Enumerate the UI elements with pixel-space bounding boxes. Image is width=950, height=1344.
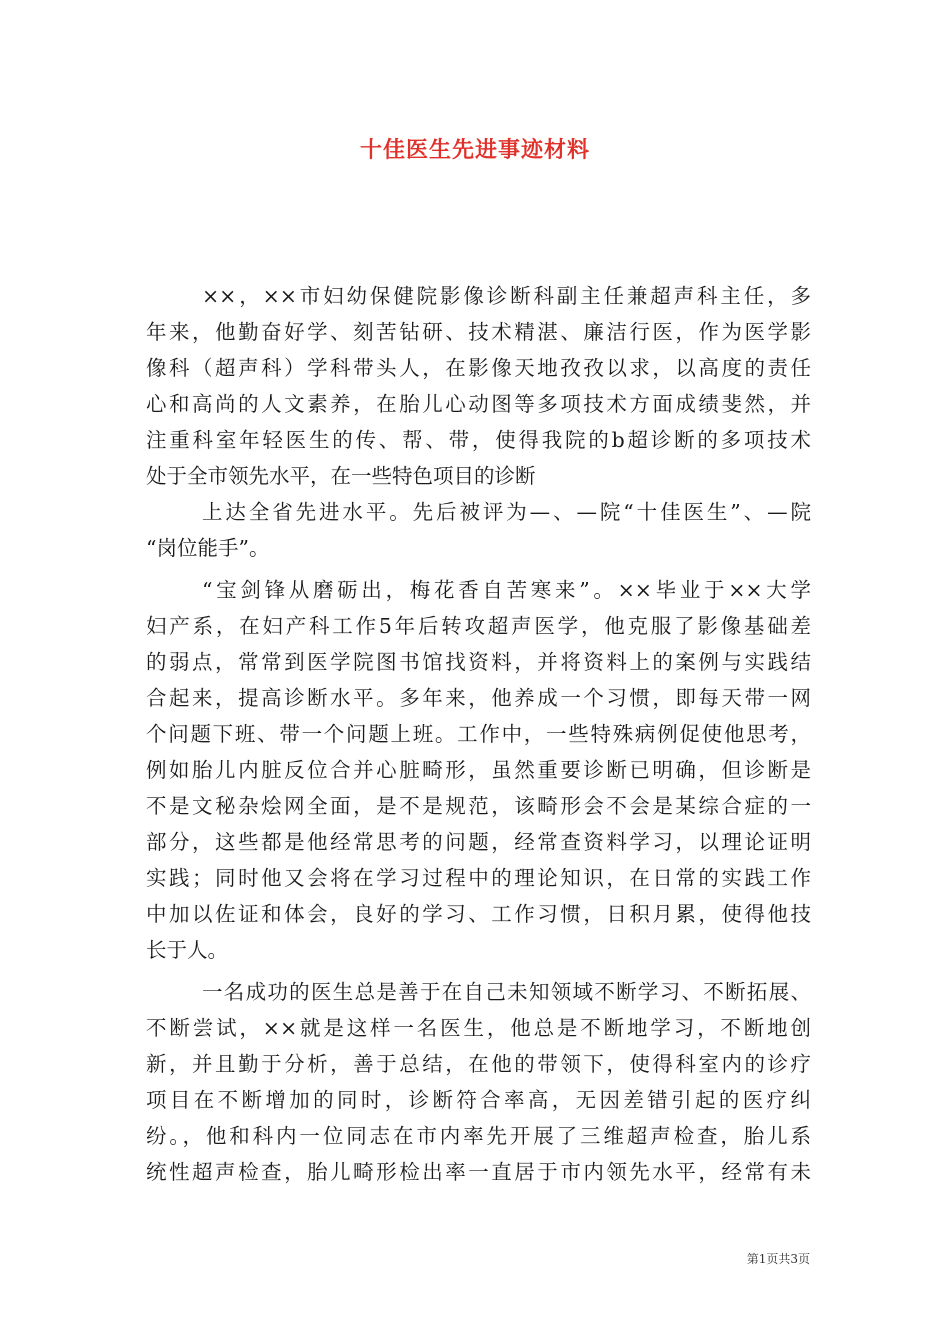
text-line: 纷。，他和科内一位同志在市内率先开展了三维超声检查，胎儿系 [146, 1124, 811, 1148]
text-line: 部分，这些都是他经常思考的问题，经常查资料学习，以理论证明 [146, 830, 811, 854]
text-line: 的弱点，常常到医学院图书馆找资料，并将资料上的案例与实践结 [146, 650, 811, 674]
text-line: 年来，他勤奋好学、刻苦钻研、技术精湛、廉洁行医，作为医学影 [146, 320, 811, 344]
text-line: 实践；同时他又会将在学习过程中的理论知识，在日常的实践工作 [146, 866, 811, 890]
text-line: 合起来，提高诊断水平。多年来，他养成一个习惯，即每天带一网 [146, 686, 811, 710]
text-line: 新，并且勤于分析，善于总结，在他的带领下，使得科室内的诊疗 [146, 1052, 811, 1076]
text-line: 妇产系，在妇产科工作5年后转攻超声医学，他克服了影像基础差 [146, 614, 811, 638]
paragraph-1 [146, 278, 811, 494]
text-line: ××，××市妇幼保健院影像诊断科副主任兼超声科主任，多 [202, 284, 811, 308]
document-title: 十佳医生先进事迹材料 [359, 137, 590, 163]
text-line: 一名成功的医生总是善于在自己未知领域不断学习、不断拓展、 [202, 980, 811, 1004]
text-line: 上达全省先进水平。先后被评为—、—院“十佳医生”、—院 [202, 500, 811, 524]
paragraph-2 [146, 494, 811, 566]
text-line: 心和高尚的人文素养，在胎儿心动图等多项技术方面成绩斐然，并 [146, 392, 811, 416]
text-line: 个问题下班、带一个问题上班。工作中，一些特殊病例促使他思考， [146, 722, 811, 746]
text-line: 不是文秘杂烩网全面，是不是规范，该畸形会不会是某综合症的一 [146, 794, 811, 818]
page-number: 第1页共3页 [746, 1252, 810, 1266]
text-line: 中加以佐证和体会，良好的学习、工作习惯，日积月累，使得他技 [146, 902, 811, 926]
text-line: 长于人。 [146, 938, 228, 962]
text-line: 不断尝试，××就是这样一名医生，他总是不断地学习，不断地创 [146, 1016, 811, 1040]
paragraph-3 [146, 572, 811, 968]
text-line: 像科（超声科）学科带头人，在影像天地孜孜以求，以高度的责任 [146, 356, 811, 380]
text-line: 例如胎儿内脏反位合并心脏畸形，虽然重要诊断已明确，但诊断是 [146, 758, 811, 782]
document-body [146, 278, 811, 1190]
text-line: 注重科室年轻医生的传、帮、带，使得我院的b超诊断的多项技术 [146, 428, 811, 452]
paragraph-4 [146, 974, 811, 1190]
text-line: 处于全市领先水平，在一些特色项目的诊断 [146, 464, 536, 488]
text-line: “宝剑锋从磨砺出，梅花香自苦寒来”。××毕业于××大学 [202, 578, 811, 602]
text-line: “岗位能手”。 [146, 536, 270, 560]
text-line: 项目在不断增加的同时，诊断符合率高，无因差错引起的医疗纠 [146, 1088, 811, 1112]
text-line: 统性超声检查，胎儿畸形检出率一直居于市内领先水平，经常有未 [146, 1160, 811, 1184]
